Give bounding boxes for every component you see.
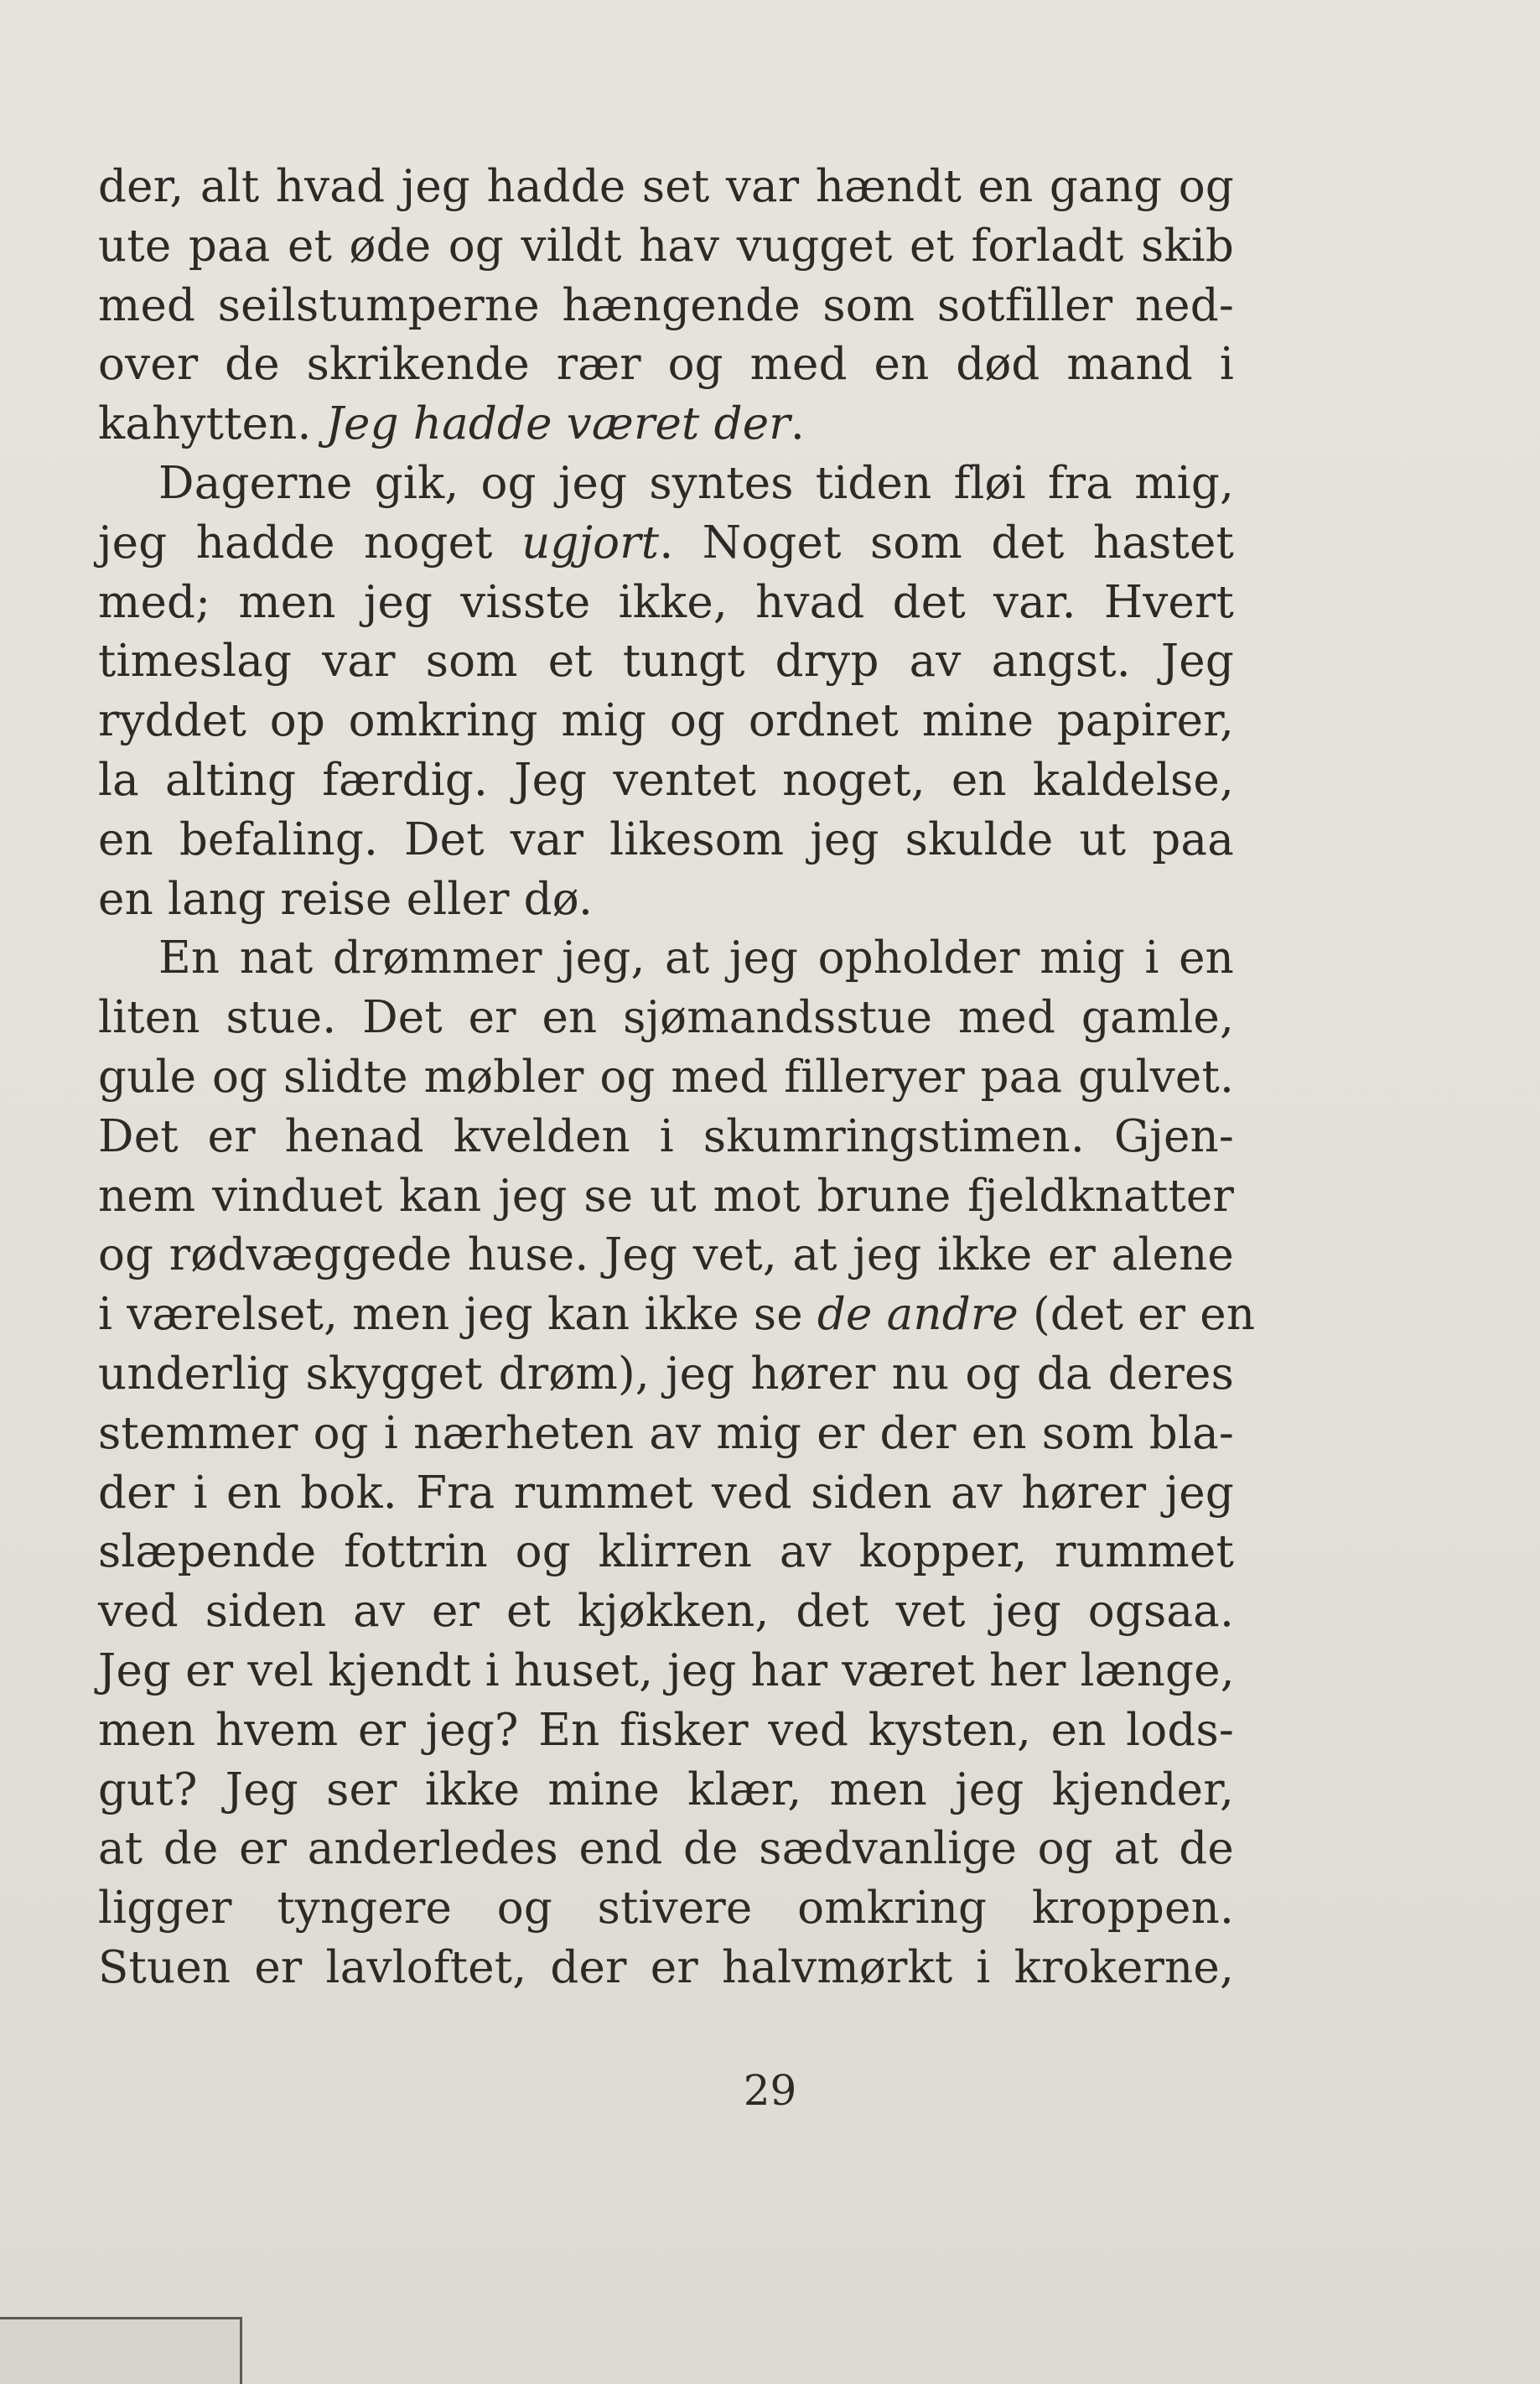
text-line: stemmer og i nærheten av mig er der en som bla- xyxy=(98,1407,1234,1459)
corner-tab-top-rule xyxy=(0,2317,241,2319)
corner-tab-fill xyxy=(0,2319,240,2384)
italic-phrase: de andre xyxy=(817,1289,1019,1341)
text-line: at de er anderledes end de sædvanlige og at de xyxy=(98,1823,1234,1875)
text-line: liten stue. Det er en sjømandsstue med gamle, xyxy=(98,992,1234,1044)
text-line: Stuen er lavloftet, der er halvmørkt i krokerne, xyxy=(98,1941,1234,1993)
text-line: la alting færdig. Jeg ventet noget, en kaldelse, xyxy=(98,754,1234,806)
text-line: ligger tyngere og stivere omkring kroppen. xyxy=(98,1883,1234,1935)
text-line: i værelset, men jeg kan ikke se de andre (det er en xyxy=(98,1289,1256,1341)
page-number: 29 xyxy=(743,2066,797,2115)
text-line: Jeg er vel kjendt i huset, jeg har været her længe, xyxy=(98,1644,1235,1696)
paragraph-start-line: En nat drømmer jeg, at jeg opholder mig i en xyxy=(158,932,1234,984)
body-text xyxy=(98,158,1256,1998)
text-line: over de skrikende rær og med en død mand i xyxy=(98,339,1234,391)
text-line: men hvem er jeg? En fisker ved kysten, en lods- xyxy=(98,1704,1234,1756)
text-line: timeslag var som et tungt dryp av angst. Jeg xyxy=(98,636,1234,688)
text-line: en befaling. Det var likesom jeg skulde ut paa xyxy=(98,813,1234,865)
text-line: der, alt hvad jeg hadde set var hændt en gang og xyxy=(98,161,1234,212)
text-line: ute paa et øde og vildt hav vugget et forladt skib xyxy=(98,220,1234,272)
text-line: nem vinduet kan jeg se ut mot brune fjeldknatter xyxy=(98,1170,1234,1222)
text-line: slæpende fottrin og klirren av kopper, rummet xyxy=(98,1526,1234,1578)
text-line: der i en bok. Fra rummet ved siden av hører jeg xyxy=(98,1467,1234,1519)
text-line: og rødvæggede huse. Jeg vet, at jeg ikke er alene xyxy=(98,1229,1234,1281)
text-line: kahytten. Jeg hadde været der. xyxy=(98,398,805,450)
text-line: gule og slidte møbler og med filleryer paa gulvet. xyxy=(98,1051,1234,1103)
text-line: en lang reise eller dø. xyxy=(98,873,594,925)
text-line: jeg hadde noget ugjort. Noget som det hastet xyxy=(98,517,1235,569)
text-line: Det er henad kvelden i skumringstimen. Gjen- xyxy=(98,1110,1234,1162)
text-line: underlig skygget drøm), jeg hører nu og da deres xyxy=(98,1348,1234,1400)
italic-phrase: Jeg hadde været der xyxy=(325,398,791,450)
text-line: med seilstumperne hængende som sotfiller ned- xyxy=(98,279,1234,331)
paragraph-start-line: Dagerne gik, og jeg syntes tiden fløi fra mig, xyxy=(158,457,1234,509)
text-line: gut? Jeg ser ikke mine klær, men jeg kjender, xyxy=(98,1763,1234,1815)
corner-tab xyxy=(0,2317,247,2384)
text-line: med; men jeg visste ikke, hvad det var. Hvert xyxy=(98,576,1234,628)
corner-tab-right-rule xyxy=(240,2317,242,2384)
text-line: ryddet op omkring mig og ordnet mine papirer, xyxy=(98,695,1234,747)
italic-word: ugjort xyxy=(521,517,660,569)
text-line: ved siden av er et kjøkken, det vet jeg ogsaa. xyxy=(98,1586,1234,1638)
